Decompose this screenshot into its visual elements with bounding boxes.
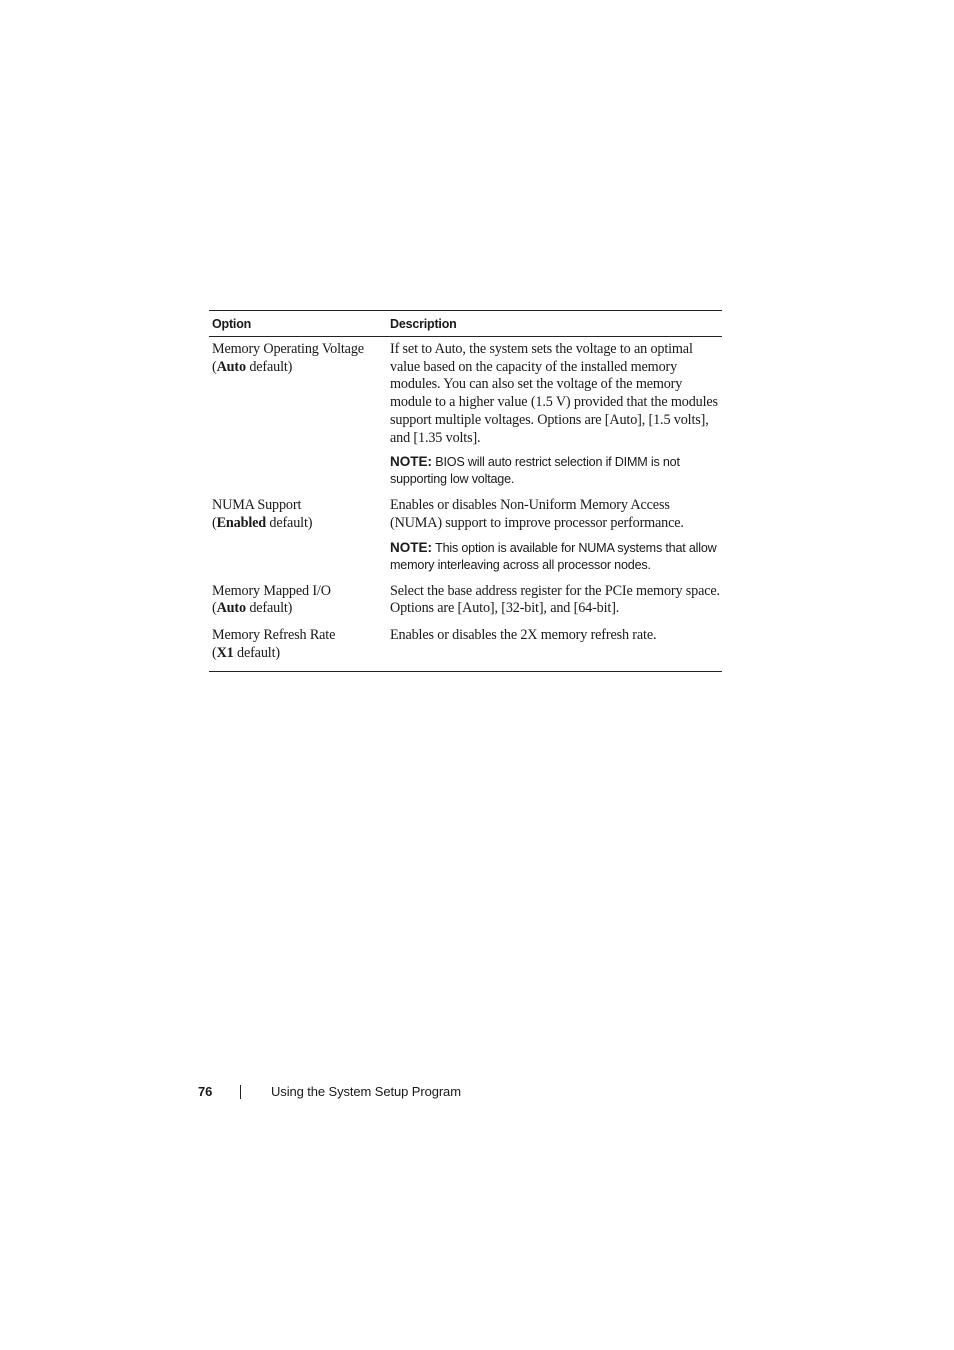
- note: [390, 539, 720, 574]
- description-text: Select the base address register for the PCIe memory space. Options are [Auto], [32-bit], and [64-bit].: [390, 582, 720, 617]
- page-footer: [198, 1084, 461, 1099]
- option-cell: [209, 497, 387, 582]
- section-title: Using the System Setup Program: [271, 1084, 461, 1099]
- note-text: BIOS will auto restrict selection if DIMM is not supporting low voltage.: [390, 455, 680, 487]
- table-row: [209, 583, 722, 627]
- default-value: Auto: [216, 358, 246, 375]
- description-text: Enables or disables Non-Uniform Memory Access (NUMA) support to improve processor performance.: [390, 497, 684, 531]
- table-row: [209, 337, 722, 497]
- option-name: Memory Mapped I/O: [212, 582, 331, 599]
- option-name: NUMA Support: [212, 497, 302, 514]
- default-value: Auto: [216, 600, 246, 617]
- header-option: Option: [212, 316, 252, 331]
- footer-separator: [240, 1085, 241, 1099]
- description-cell: [387, 583, 722, 627]
- option-name: Memory Refresh Rate: [212, 627, 336, 644]
- table-row: [209, 497, 722, 582]
- table-header: [209, 311, 722, 337]
- header-description: Description: [390, 316, 457, 331]
- bios-options-table: [209, 310, 722, 672]
- option-cell: [209, 341, 387, 497]
- option-default: (Enabled default): [212, 514, 313, 531]
- note-text: This option is available for NUMA systems that allow memory interleaving across all processor nodes.: [390, 540, 717, 572]
- description-cell: [387, 341, 722, 497]
- description-cell: [387, 627, 722, 671]
- description-cell: [387, 497, 722, 582]
- description-text: Enables or disables the 2X memory refresh rate.: [390, 627, 657, 644]
- page-number: 76: [198, 1084, 213, 1099]
- note-label: NOTE:: [390, 539, 432, 555]
- description-text: If set to Auto, the system sets the voltage to an optimal value based on the capacity of the installed memory modules. You can also set the voltage of the memory module to a higher value (1.5 V) provided that the modules support multiple voltages. Options are [Auto], [1.5 volts], and [1.35 volts].: [390, 341, 718, 446]
- option-default: (X1 default): [212, 644, 280, 661]
- option-name: Memory Operating Voltage: [212, 341, 364, 357]
- option-default: (Auto default): [212, 600, 293, 617]
- option-cell: [209, 627, 387, 662]
- default-value: X1: [216, 644, 234, 661]
- default-value: Enabled: [216, 514, 266, 531]
- note: [390, 453, 720, 488]
- note-label: NOTE:: [390, 454, 432, 470]
- option-cell: [209, 583, 387, 618]
- table-row: [209, 627, 722, 671]
- option-default: (Auto default): [212, 358, 293, 375]
